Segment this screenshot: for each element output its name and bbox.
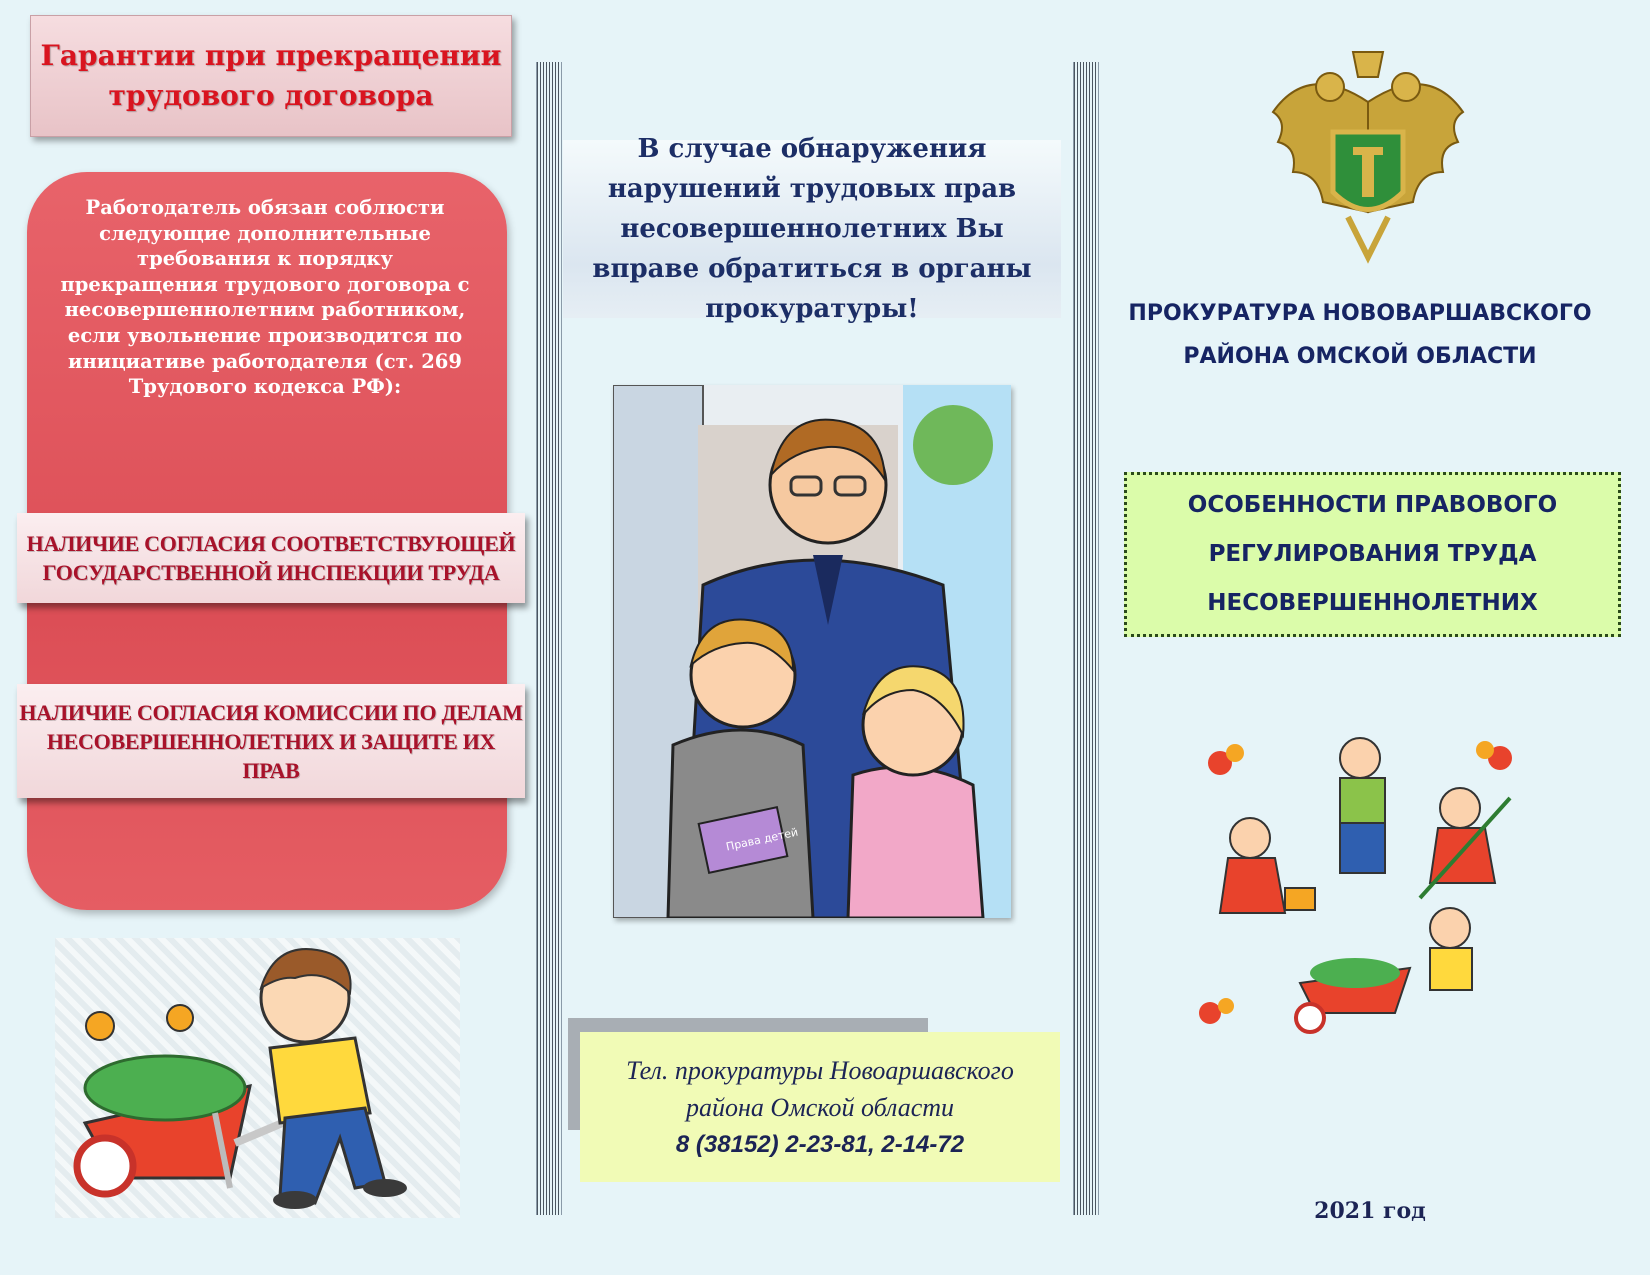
employer-obligation-text: Работодатель обязан соблюсти следующие дополнительные требования к порядку прекращения трудового договора с несовершеннолетним работником, если увольнение производится по инициативе работодателя (ст. 269 Трудового кодекса РФ): [60, 196, 470, 399]
notice-box [563, 134, 1061, 324]
phone-numbers: 8 (38152) 2-23-81, 2-14-72 [675, 1130, 965, 1158]
prosecutor-with-children-illustration [613, 385, 1011, 918]
phone-box [580, 1032, 1060, 1182]
subject-line-1: ОСОБЕННОСТИ ПРАВОВОГО [1187, 492, 1558, 518]
brochure-title: Гарантии при прекращении трудового договора [40, 39, 502, 112]
boy-wheelbarrow-illustration [55, 938, 460, 1218]
requirement-1-text: НАЛИЧИЕ СОГЛАСИЯ СООТВЕТСТВУЮЩЕЙ ГОСУДАРСТВЕННОЙ ИНСПЕКЦИИ ТРУДА [26, 531, 516, 585]
subject-box [1124, 472, 1621, 637]
title-box [30, 15, 512, 137]
requirement-labor-inspection [17, 513, 525, 603]
subject-line-3: НЕСОВЕРШЕННОЛЕТНИХ [1207, 590, 1538, 616]
requirement-2-text: НАЛИЧИЕ СОГЛАСИЯ КОМИССИИ ПО ДЕЛАМ НЕСОВЕРШЕННОЛЕТНИХ И ЗАЩИТЕ ИХ ПРАВ [19, 699, 523, 783]
prosecutor-office-name [1110, 292, 1610, 378]
children-gardening-illustration [1190, 728, 1550, 1078]
requirement-minors-commission [17, 684, 525, 798]
office-name-line-2: РАЙОНА ОМСКОЙ ОБЛАСТИ [1183, 344, 1537, 369]
publication-year: 2021 год [1314, 1198, 1426, 1224]
phone-label-line-2: района Омской области [685, 1092, 955, 1122]
phone-label-line-1: Тел. прокуратуры Новоаршавского [626, 1055, 1014, 1085]
column-divider-left [536, 62, 562, 1215]
prosecutor-office-emblem [1268, 42, 1468, 264]
column-divider-right [1073, 62, 1099, 1215]
book-label: Права детей [724, 825, 800, 854]
office-name-line-1: ПРОКУРАТУРА НОВОВАРШАВСКОГО [1128, 301, 1592, 326]
subject-line-2: РЕГУЛИРОВАНИЯ ТРУДА [1208, 541, 1537, 567]
violation-notice-text: В случае обнаружения нарушений трудовых прав несовершеннолетних Вы вправе обратиться в органы прокуратуры! [592, 134, 1032, 324]
